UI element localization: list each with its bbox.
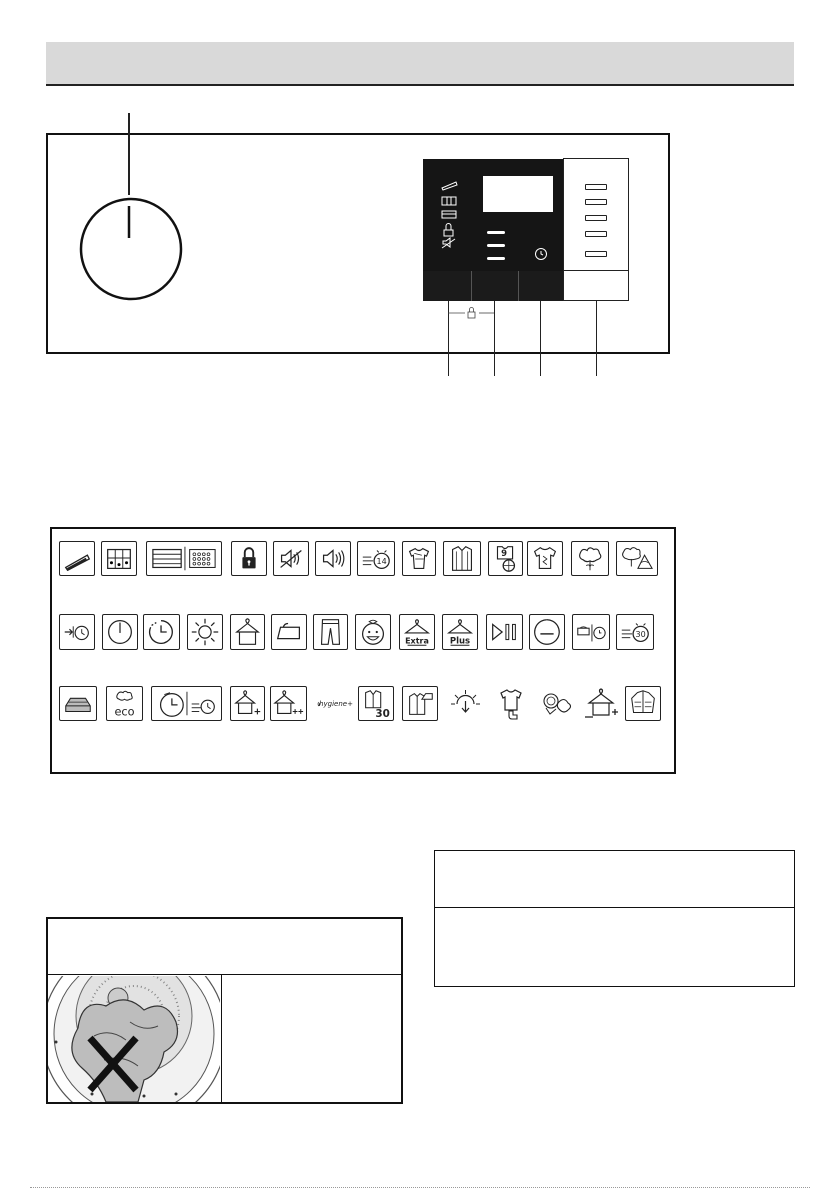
minus-icon [529,614,565,650]
quick-ironing-icon [402,686,438,721]
divider [471,271,472,301]
cotton-icon [571,541,609,576]
heat-exchanger-icon [146,541,222,576]
info-box-divider [434,907,795,908]
callout-line [128,113,130,195]
start-pause-icon [486,614,523,650]
delay-timer-icon [533,246,549,262]
callout-line [596,301,597,376]
display-dash [487,244,505,247]
sportswear-icon [488,541,523,576]
hanger-plus-icon [442,614,478,650]
baby-icon [355,614,391,650]
iron-dry-icon [271,614,307,650]
towels-icon [59,686,97,721]
filter-cleaning-icon [59,541,95,576]
child-lock-bracket [448,306,496,320]
hanger-dry-plus-icon [230,686,265,721]
warning-divider [46,974,403,975]
info-box [434,850,795,987]
mixed-icon [538,686,578,721]
shirts-icon [402,541,436,576]
program-button[interactable] [585,251,607,257]
time-program-icon [151,686,222,721]
eco-label: eco [114,705,135,719]
hanger-dry-plusplus-icon [270,686,307,721]
end-time-icon [59,614,95,650]
program-button[interactable] [585,199,607,205]
on-off-icon [102,614,138,650]
duration-icon [143,614,180,650]
refresh-icon [447,686,484,721]
plus-label: Plus [449,636,471,647]
button-frame [563,271,629,301]
callout-line [540,301,541,376]
sound-off-icon [273,541,309,576]
no-overload-drum-icon [48,976,220,1102]
display-dash [487,257,505,260]
child-lock-icon [231,541,267,576]
bright-icon [187,614,223,650]
delay-30-icon [616,614,654,650]
hanger-icon [230,614,265,650]
sport-tshirt-icon [492,686,532,721]
program-button[interactable] [585,215,607,221]
cotton-mixed-icon [616,541,658,576]
blouse-icon [527,541,563,576]
delay-30-label: 30 [635,630,646,640]
sound-on-icon [315,541,351,576]
shirts-30-icon [358,686,394,721]
cupboard-dry-plus-icon [583,683,623,721]
delay-time-icon [357,541,395,576]
page-footer-rule [30,1187,810,1188]
indicator-icons [438,179,460,251]
hygiene-icon [313,686,353,721]
display-button-strip [423,271,563,301]
jeans-icon [313,614,348,650]
section-header-bar [46,42,794,86]
warning-column-divider [221,974,222,1104]
cotton-eco-icon [106,686,143,721]
shirts-30-label: 30 [375,708,390,720]
power-knob[interactable] [78,196,184,302]
display-dash [487,231,505,234]
hanger-extra-icon [399,614,435,650]
lcd-screen [483,176,553,212]
shirt-icon [443,541,481,576]
extra-label: Extra [405,636,429,646]
jacket-icon [625,686,661,721]
water-tank-icon [101,541,137,576]
bedding-timer-icon [572,614,610,650]
hygiene-label: hygiene+ [319,700,353,708]
delay-14-label: 14 [376,557,387,567]
jersey-9-label: 9 [501,548,508,559]
divider [518,271,519,301]
program-button[interactable] [585,184,607,190]
program-button[interactable] [585,231,607,237]
